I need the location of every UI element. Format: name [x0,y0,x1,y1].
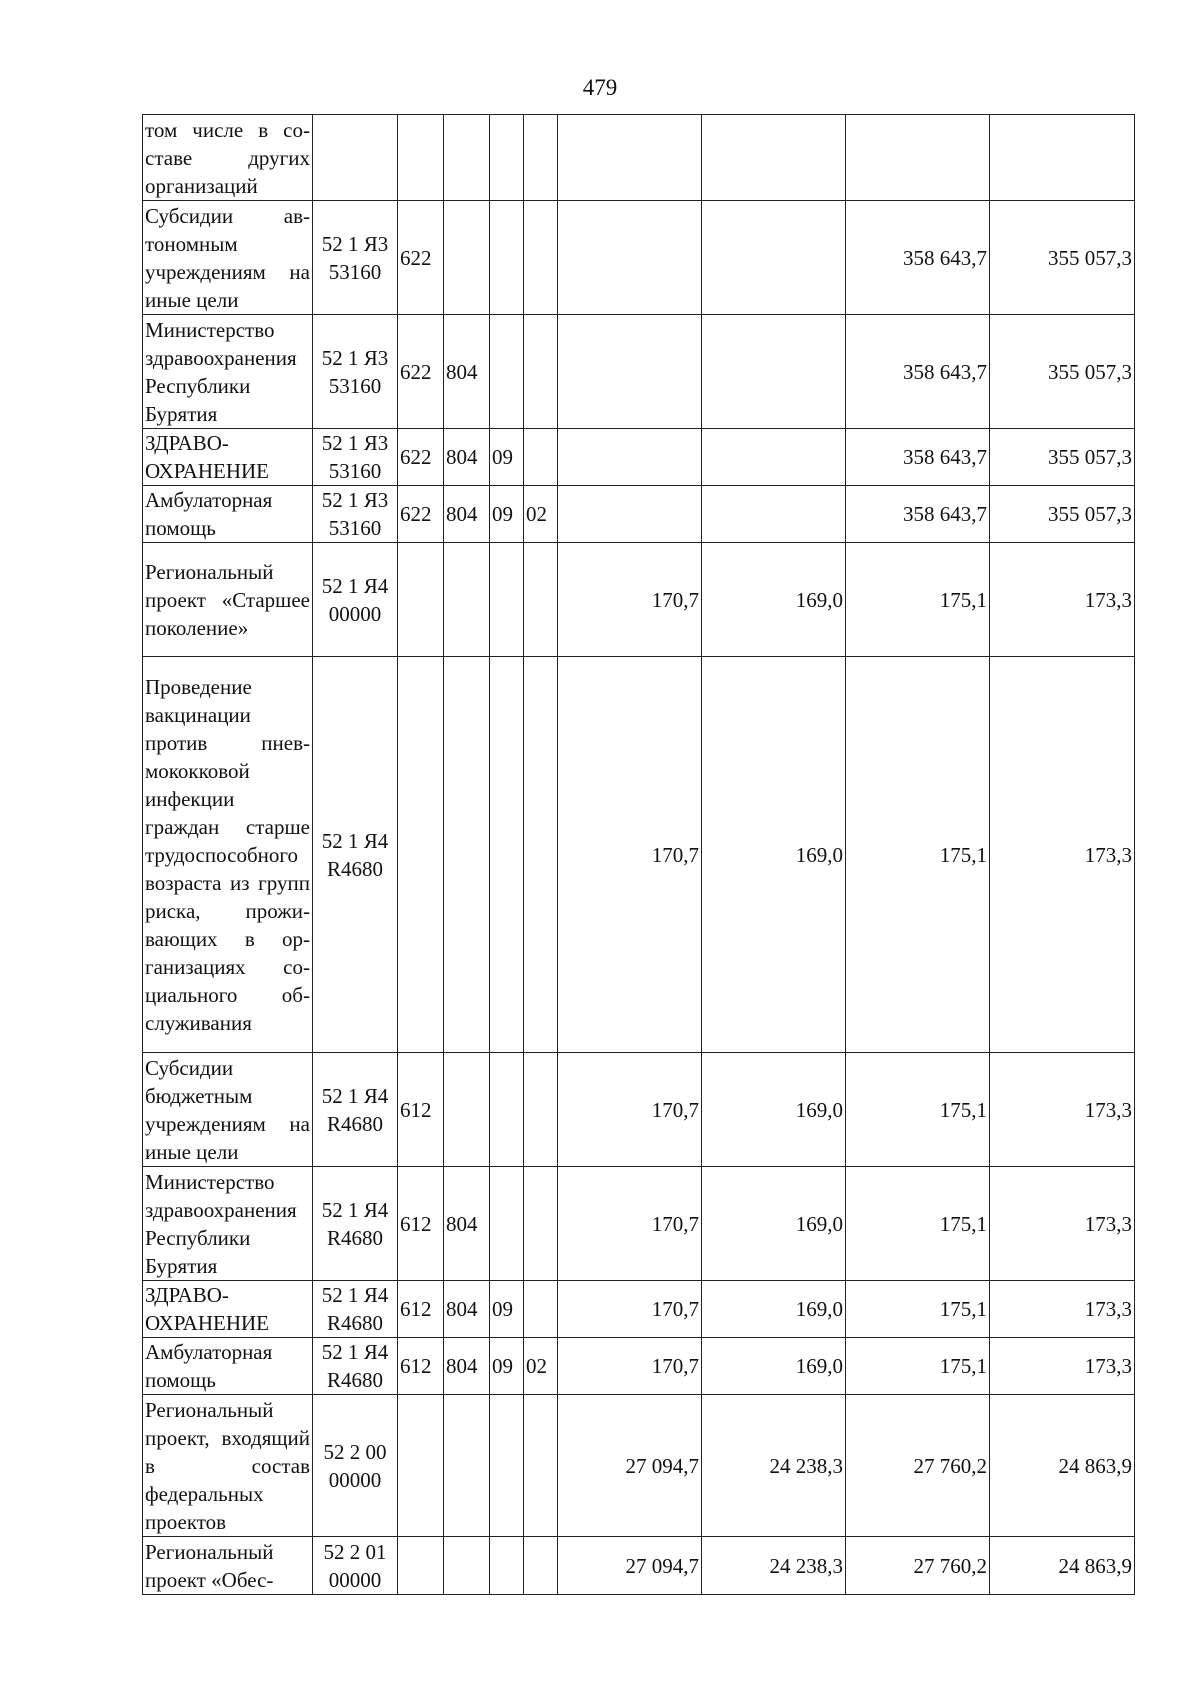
subsection-code [524,1281,558,1338]
table-row [143,315,1135,429]
amount-3: 358 643,7 [846,486,990,543]
amount-4: 24 863,9 [990,1537,1135,1595]
section-code [490,1395,524,1537]
ministry-code: 804 [444,1338,490,1395]
ministry-code: 804 [444,1281,490,1338]
amount-3: 358 643,7 [846,315,990,429]
amount-2 [702,315,846,429]
page-number: 479 [582,75,618,100]
ministry-code [444,201,490,315]
target-article-code: 52 1 Я4 00000 [313,543,398,657]
amount-2: 169,0 [702,543,846,657]
table-row [143,1167,1135,1281]
amount-4: 355 057,3 [990,486,1135,543]
target-article-code: 52 1 Я4 R4680 [313,657,398,1053]
table-row [143,657,1135,1053]
expense-type-code [398,657,444,1053]
target-article-code: 52 1 Я3 53160 [313,486,398,543]
row-name: Региональный проект «Обес- [143,1537,313,1595]
ministry-code [444,1395,490,1537]
amount-3: 175,1 [846,1338,990,1395]
section-code: 09 [490,429,524,486]
subsection-code: 02 [524,486,558,543]
section-code: 09 [490,1281,524,1338]
budget-table [142,114,1135,1595]
section-code [490,1053,524,1167]
amount-4: 355 057,3 [990,315,1135,429]
amount-3: 358 643,7 [846,429,990,486]
amount-2: 169,0 [702,1167,846,1281]
row-name: Министерство здравоохранения Республики Бурятия [143,1167,313,1281]
amount-2 [702,201,846,315]
subsection-code [524,1167,558,1281]
target-article-code: 52 1 Я3 53160 [313,201,398,315]
subsection-code [524,201,558,315]
row-name: Амбулаторная помощь [143,486,313,543]
ministry-code [444,1053,490,1167]
row-name: Субсидии автономным учреждениям на иные цели [143,201,313,315]
table-row [143,201,1135,315]
amount-2: 24 238,3 [702,1395,846,1537]
row-name: Субсидии бюджетным учреждениям на иные цели [143,1053,313,1167]
amount-4: 173,3 [990,1167,1135,1281]
amount-1 [558,115,702,201]
subsection-code [524,315,558,429]
target-article-code: 52 1 Я4 R4680 [313,1167,398,1281]
amount-2 [702,429,846,486]
amount-2: 169,0 [702,657,846,1053]
amount-1: 170,7 [558,657,702,1053]
section-code [490,657,524,1053]
ministry-code [444,543,490,657]
amount-4: 355 057,3 [990,201,1135,315]
subsection-code [524,115,558,201]
section-code: 09 [490,1338,524,1395]
section-code [490,1167,524,1281]
amount-2: 169,0 [702,1053,846,1167]
ministry-code [444,115,490,201]
section-code [490,201,524,315]
target-article-code: 52 1 Я4 R4680 [313,1053,398,1167]
table-row [143,1281,1135,1338]
amount-1: 170,7 [558,1053,702,1167]
amount-1: 170,7 [558,1338,702,1395]
amount-2: 169,0 [702,1281,846,1338]
target-article-code: 52 1 Я4 R4680 [313,1338,398,1395]
subsection-code [524,1395,558,1537]
row-name: Региональный проект «Старшее поколение» [143,543,313,657]
table-row [143,1338,1135,1395]
amount-3: 175,1 [846,1281,990,1338]
subsection-code: 02 [524,1338,558,1395]
section-code [490,115,524,201]
amount-1: 27 094,7 [558,1537,702,1595]
amount-3: 175,1 [846,657,990,1053]
target-article-code [313,115,398,201]
expense-type-code [398,1537,444,1595]
amount-4: 173,3 [990,1338,1135,1395]
amount-1: 170,7 [558,543,702,657]
expense-type-code: 622 [398,201,444,315]
amount-3: 175,1 [846,543,990,657]
ministry-code: 804 [444,315,490,429]
amount-1 [558,315,702,429]
amount-4: 173,3 [990,1281,1135,1338]
subsection-code [524,543,558,657]
subsection-code [524,1537,558,1595]
table-row [143,486,1135,543]
target-article-code: 52 1 Я4 R4680 [313,1281,398,1338]
amount-1: 27 094,7 [558,1395,702,1537]
target-article-code: 52 1 Я3 53160 [313,315,398,429]
expense-type-code [398,543,444,657]
expense-type-code: 612 [398,1167,444,1281]
amount-3: 27 760,2 [846,1537,990,1595]
ministry-code [444,657,490,1053]
table-row [143,543,1135,657]
target-article-code: 52 2 00 00000 [313,1395,398,1537]
ministry-code [444,1537,490,1595]
ministry-code: 804 [444,486,490,543]
table-row [143,1053,1135,1167]
amount-4: 355 057,3 [990,429,1135,486]
table-row [143,115,1135,201]
expense-type-code [398,1395,444,1537]
amount-4: 173,3 [990,1053,1135,1167]
amount-3: 175,1 [846,1167,990,1281]
target-article-code: 52 1 Я3 53160 [313,429,398,486]
amount-2 [702,115,846,201]
amount-4 [990,115,1135,201]
subsection-code [524,429,558,486]
expense-type-code: 622 [398,429,444,486]
amount-3 [846,115,990,201]
table-row [143,1537,1135,1595]
table-row [143,1395,1135,1537]
amount-1: 170,7 [558,1167,702,1281]
section-code [490,1537,524,1595]
amount-3: 175,1 [846,1053,990,1167]
row-name: том числе в составе других организаций [143,115,313,201]
expense-type-code: 612 [398,1281,444,1338]
expense-type-code: 612 [398,1338,444,1395]
amount-1: 170,7 [558,1281,702,1338]
row-name: Проведение вакцинации против пневмококковой инфекции граждан старше трудоспособного возраста из групп риска, проживающих в организациях социального обслуживания [143,657,313,1053]
amount-4: 173,3 [990,657,1135,1053]
amount-1 [558,201,702,315]
amount-4: 173,3 [990,543,1135,657]
section-code [490,315,524,429]
row-name: Региональный проект, входящий в состав федеральных проектов [143,1395,313,1537]
amount-1 [558,486,702,543]
amount-4: 24 863,9 [990,1395,1135,1537]
target-article-code: 52 2 01 00000 [313,1537,398,1595]
amount-3: 358 643,7 [846,201,990,315]
expense-type-code: 622 [398,315,444,429]
section-code [490,543,524,657]
row-name: Амбулаторная помощь [143,1338,313,1395]
row-name: ЗДРАВООХРАНЕНИЕ [143,1281,313,1338]
expense-type-code: 622 [398,486,444,543]
subsection-code [524,1053,558,1167]
expense-type-code: 612 [398,1053,444,1167]
amount-3: 27 760,2 [846,1395,990,1537]
row-name: ЗДРАВООХРАНЕНИЕ [143,429,313,486]
subsection-code [524,657,558,1053]
amount-2: 24 238,3 [702,1537,846,1595]
section-code: 09 [490,486,524,543]
ministry-code: 804 [444,429,490,486]
amount-2 [702,486,846,543]
ministry-code: 804 [444,1167,490,1281]
amount-1 [558,429,702,486]
table-row [143,429,1135,486]
row-name: Министерство здравоохранения Республики Бурятия [143,315,313,429]
expense-type-code [398,115,444,201]
amount-2: 169,0 [702,1338,846,1395]
